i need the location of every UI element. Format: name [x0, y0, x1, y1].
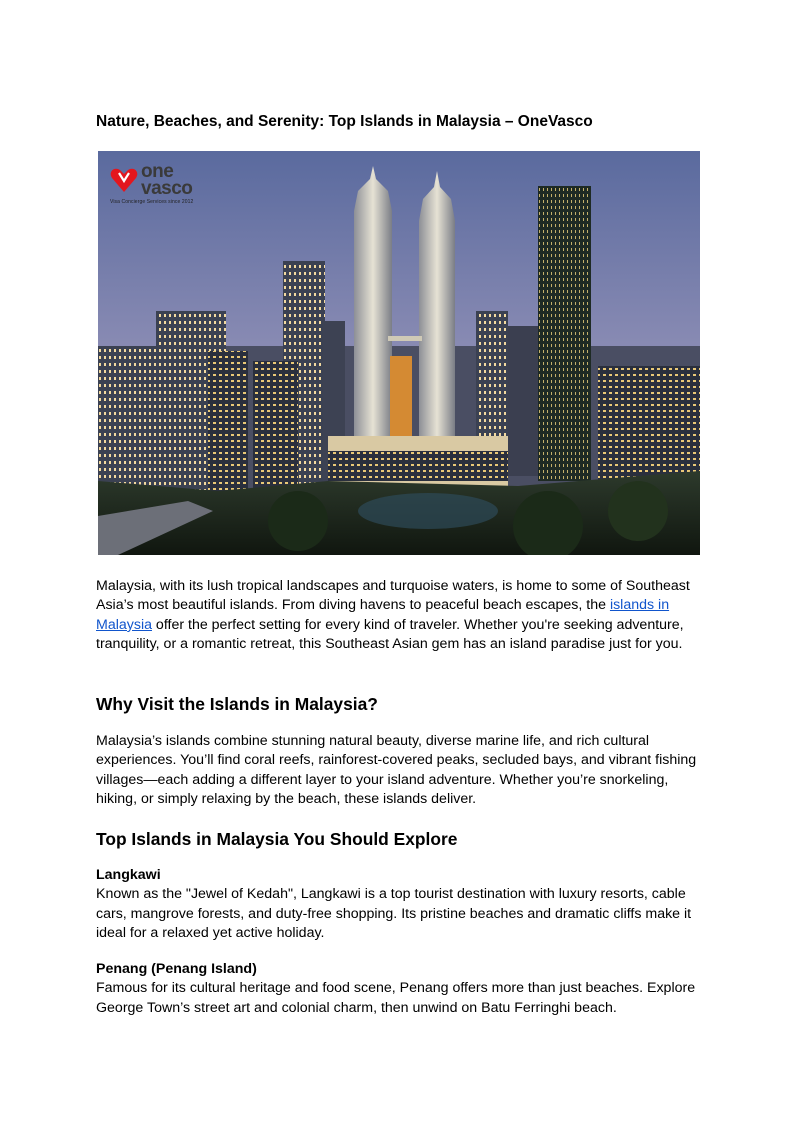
island-name: Langkawi: [96, 867, 161, 883]
logo-word-vasco: vasco: [141, 178, 193, 199]
logo-tagline: Visa Concierge Services since 2012: [110, 199, 194, 205]
why-visit-heading: Why Visit the Islands in Malaysia?: [96, 694, 378, 714]
island-description: Famous for its cultural heritage and food scene, Penang offers more than just beaches. Explore George Town’s street art and colonial charm, then unwind on Batu Ferringhi beach.: [96, 980, 696, 1016]
top-islands-heading: Top Islands in Malaysia You Should Explore: [96, 829, 458, 849]
island-penang: [96, 960, 700, 1018]
why-visit-paragraph: Malaysia’s islands combine stunning natural beauty, diverse marine life, and rich cultural experiences. You’ll find coral reefs, rainforest-covered peaks, secluded bays, and vibrant fishing villages—each adding a different layer to your island adventure. Whether you’re snorkeling, hiking, or simply relaxing by the beach, these islands deliver.: [96, 733, 697, 808]
kuala-lumpur-skyline-photo: [98, 151, 700, 555]
intro-paragraph: [96, 577, 700, 655]
logo-word-one: one: [141, 161, 174, 182]
island-description: Known as the "Jewel of Kedah", Langkawi is a top tourist destination with luxury resorts, cable cars, mangrove forests, and duty-free shopping. Its pristine beaches and dramatic cliffs make it ideal for a relaxed yet active holiday.: [96, 886, 692, 942]
onevasco-logo: [110, 163, 193, 205]
hero-image: [98, 151, 700, 555]
island-langkawi: [96, 866, 700, 944]
islands-in-malaysia-link[interactable]: islands in Malaysia: [96, 597, 670, 633]
island-name: Penang (Penang Island): [96, 961, 257, 977]
onevasco-heart-icon: [110, 167, 138, 193]
intro-text-end: offer the perfect setting for every kind of traveler. Whether you're seeking adventure, tranquility, or a romantic retreat, this Southeast Asian gem has an island paradise just for you.: [96, 616, 684, 653]
intro-text-start: Malaysia, with its lush tropical landscapes and turquoise waters, is home to some of Southeast Asia’s most beautiful islands. From diving havens to peaceful beach escapes, the: [96, 578, 690, 614]
page-title: Nature, Beaches, and Serenity: Top Islands in Malaysia – OneVasco: [96, 113, 593, 130]
